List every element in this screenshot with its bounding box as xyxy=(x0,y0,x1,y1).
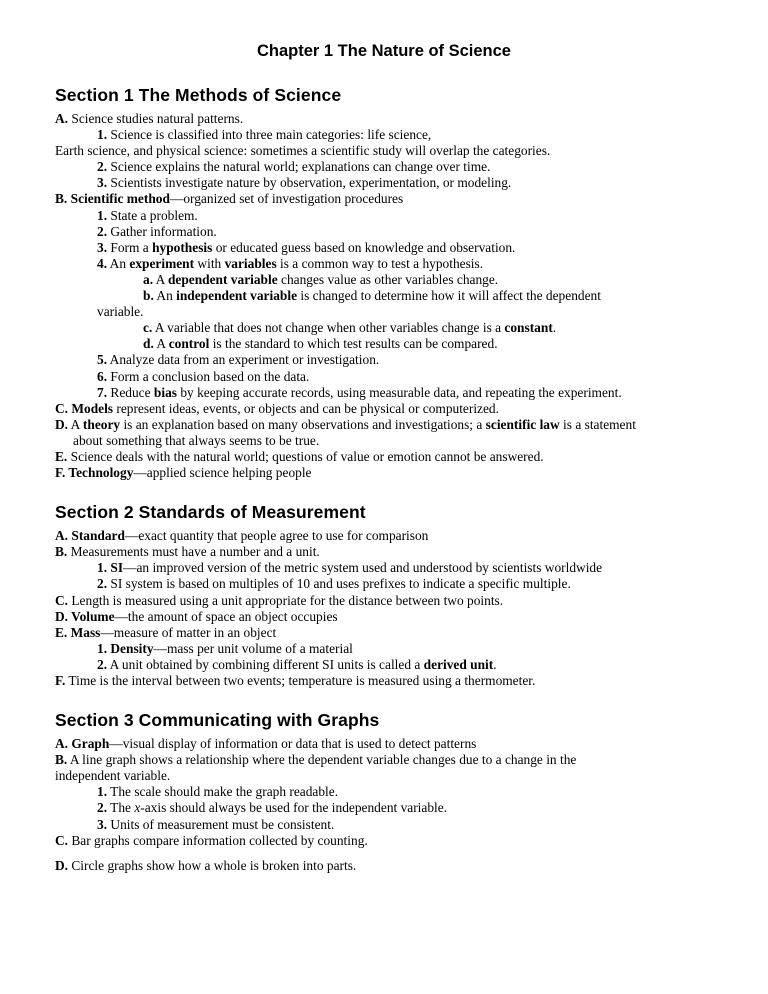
text-run: -axis should always be used for the independent variable. xyxy=(140,800,448,816)
text-run: derived unit xyxy=(423,656,494,672)
text-run: A unit obtained by combining different SI units is called a xyxy=(107,656,424,672)
text-run: by keeping accurate records, using measurable data, and repeating the experiment. xyxy=(176,384,622,400)
text-run: c. xyxy=(143,320,153,336)
text-run: Scientists investigate nature by observation, experimentation, or modeling. xyxy=(107,175,512,191)
text-run: A variable that does not change when other variables change is a xyxy=(152,320,505,336)
text-run: Science deals with the natural world; questions of value or emotion cannot be answered. xyxy=(67,448,544,464)
outline-line xyxy=(55,833,732,849)
text-run: changes value as other variables change. xyxy=(277,271,499,287)
text-run: 3. xyxy=(97,816,108,832)
outline-line xyxy=(55,736,732,752)
text-run: Analyze data from an experiment or investigation. xyxy=(107,352,380,368)
text-run: —applied science helping people xyxy=(133,465,312,481)
outline-line xyxy=(55,336,732,352)
text-run: d. xyxy=(143,336,154,352)
text-run: 2. xyxy=(97,576,108,592)
text-run: —measure of matter in an object xyxy=(100,624,277,640)
text-run: D. xyxy=(55,416,69,432)
text-run: F. xyxy=(55,673,66,688)
text-run: Science studies natural patterns. xyxy=(68,111,244,126)
section-heading: Section 1 The Methods of Science xyxy=(55,85,342,105)
outline-line xyxy=(55,752,732,768)
text-run: —mass per unit volume of a material xyxy=(153,640,353,656)
outline-line xyxy=(55,175,732,191)
outline-line xyxy=(55,240,732,256)
outline-line xyxy=(55,768,732,784)
outline-line xyxy=(55,417,732,433)
text-run: 6. xyxy=(97,368,108,384)
outline-line xyxy=(55,208,732,224)
outline-line xyxy=(55,304,732,320)
outline-line xyxy=(55,544,732,560)
text-run: C. xyxy=(55,592,69,608)
text-run: —organized set of investigation procedures xyxy=(169,191,404,207)
text-run: b. xyxy=(143,288,154,304)
outline-line xyxy=(55,127,732,143)
text-run: The xyxy=(107,800,135,816)
outline-line xyxy=(55,784,732,800)
text-run: Science is classified into three main categories: life science, xyxy=(107,127,432,143)
outline-line xyxy=(55,224,732,240)
text-run: SI system is based on multiples of 10 and uses prefixes to indicate a specific multiple. xyxy=(107,576,571,592)
outline-line xyxy=(55,320,732,336)
text-run: Circle graphs show how a whole is broken into parts. xyxy=(68,857,357,873)
text-run: 2. xyxy=(97,223,108,239)
text-run: 2. xyxy=(97,800,108,816)
text-run: about something that always seems to be true. xyxy=(73,432,320,448)
text-run: dependent variable xyxy=(167,271,278,287)
text-run: E. xyxy=(55,448,68,464)
text-run: Length is measured using a unit appropriate for the distance between two points. xyxy=(68,592,504,608)
outline-line xyxy=(55,433,732,449)
text-run: 1. SI xyxy=(97,560,124,576)
text-run: Form a xyxy=(107,239,153,255)
text-run: x xyxy=(134,800,141,816)
text-run: is changed to determine how it will affect the dependent xyxy=(297,288,601,304)
text-run: D. xyxy=(55,857,69,873)
text-run: Bar graphs compare information collected by counting. xyxy=(68,832,368,848)
text-run: A. xyxy=(55,111,69,126)
outline-line xyxy=(55,449,732,465)
text-run: B. xyxy=(55,752,68,768)
text-run: is the standard to which test results can be compared. xyxy=(209,336,498,352)
text-run: constant xyxy=(504,320,553,336)
outline-line xyxy=(55,465,732,481)
text-run: F. Technology xyxy=(55,465,134,481)
text-run: . xyxy=(493,656,497,672)
text-run: Science explains the natural world; explanations can change over time. xyxy=(107,159,491,175)
outline-line xyxy=(55,858,732,874)
text-run: independent variable. xyxy=(55,768,171,784)
text-run: bias xyxy=(153,384,177,400)
text-run: An xyxy=(107,255,130,271)
text-run: 3. xyxy=(97,239,108,255)
text-run: The scale should make the graph readable. xyxy=(107,784,339,800)
text-run: variable. xyxy=(97,304,144,320)
text-run: —exact quantity that people agree to use for comparison xyxy=(124,528,429,544)
text-run: B. xyxy=(55,544,68,560)
text-run: A. Standard xyxy=(55,528,125,544)
outline-line xyxy=(55,272,732,288)
text-run: 1. xyxy=(97,784,108,800)
text-run: 4. xyxy=(97,255,108,271)
text-run: is a statement xyxy=(559,416,636,432)
text-run: with xyxy=(194,255,225,271)
text-run: Earth science, and physical science: sometimes a scientific study will overlap the categories. xyxy=(55,143,551,159)
text-run: 5. xyxy=(97,352,108,368)
outline-line xyxy=(55,256,732,272)
outline-line xyxy=(55,560,732,576)
outline-line xyxy=(55,576,732,592)
text-run: is an explanation based on many observations and investigations; a xyxy=(120,416,486,432)
outline-line xyxy=(55,800,732,816)
text-run: C. xyxy=(55,832,69,848)
outline-line xyxy=(55,625,732,641)
text-run: control xyxy=(168,336,210,352)
outline-line xyxy=(55,369,732,385)
text-run: Time is the interval between two events; temperature is measured using a thermometer. xyxy=(65,673,536,688)
outline-line xyxy=(55,143,732,159)
text-run: . xyxy=(552,320,557,336)
text-run: A line graph shows a relationship where the dependent variable changes due to a change in the xyxy=(67,752,577,768)
text-run: a. xyxy=(143,271,154,287)
outline-line xyxy=(55,352,732,368)
text-run: Form a conclusion based on the data. xyxy=(107,368,310,384)
text-run: An xyxy=(153,288,177,304)
outline-line xyxy=(55,159,732,175)
outline-line xyxy=(55,191,732,207)
outline-line xyxy=(55,641,732,657)
text-run: theory xyxy=(82,416,121,432)
outline-line xyxy=(55,528,732,544)
text-run: represent ideas, events, or objects and can be physical or computerized. xyxy=(113,400,499,416)
document-title: Chapter 1 The Nature of Science xyxy=(257,42,511,60)
text-run: —visual display of information or data that is used to detect patterns xyxy=(109,736,477,752)
text-run: variables xyxy=(224,255,277,271)
outline-line xyxy=(55,593,732,609)
text-run: 3. xyxy=(97,175,108,191)
text-run: 7. xyxy=(97,384,108,400)
text-run: A. Graph xyxy=(55,736,110,752)
outline-line xyxy=(55,817,732,833)
text-run: 2. xyxy=(97,159,108,175)
section-heading: Section 3 Communicating with Graphs xyxy=(55,710,380,731)
section-heading: Section 2 Standards of Measurement xyxy=(55,502,366,523)
text-run: Units of measurement must be consistent. xyxy=(107,816,335,832)
text-run: independent variable xyxy=(176,288,298,304)
text-run: D. Volume xyxy=(55,608,115,624)
text-run: or educated guess based on knowledge and observation. xyxy=(212,239,516,255)
text-run: is a common way to test a hypothesis. xyxy=(276,255,484,271)
text-run: A xyxy=(153,336,169,352)
text-run: —the amount of space an object occupies xyxy=(114,608,338,624)
text-run: Reduce xyxy=(107,384,154,400)
text-run: B. Scientific method xyxy=(55,191,170,207)
outline-line xyxy=(55,401,732,417)
text-run: State a problem. xyxy=(107,207,198,223)
text-run: scientific law xyxy=(485,416,560,432)
text-run: 1. xyxy=(97,207,108,223)
outline-line xyxy=(55,673,732,689)
text-run: experiment xyxy=(129,255,195,271)
text-run: 1. Density xyxy=(97,640,154,656)
text-run: A xyxy=(68,416,83,432)
outline-line xyxy=(55,111,732,127)
text-run: —an improved version of the metric system used and understood by scientists worldwide xyxy=(123,560,603,576)
sections xyxy=(55,85,732,874)
text-run: E. Mass xyxy=(55,624,101,640)
text-run: 1. xyxy=(97,127,108,143)
text-run: Measurements must have a number and a unit. xyxy=(67,544,320,560)
outline-line xyxy=(55,385,732,401)
text-run: C. Models xyxy=(55,400,114,416)
text-run: A xyxy=(153,271,168,287)
text-run: Gather information. xyxy=(107,223,217,239)
outline-line xyxy=(55,657,732,673)
text-run: 2. xyxy=(97,656,108,672)
outline-line xyxy=(55,288,732,304)
outline-line xyxy=(55,609,732,625)
text-run: hypothesis xyxy=(152,239,213,255)
